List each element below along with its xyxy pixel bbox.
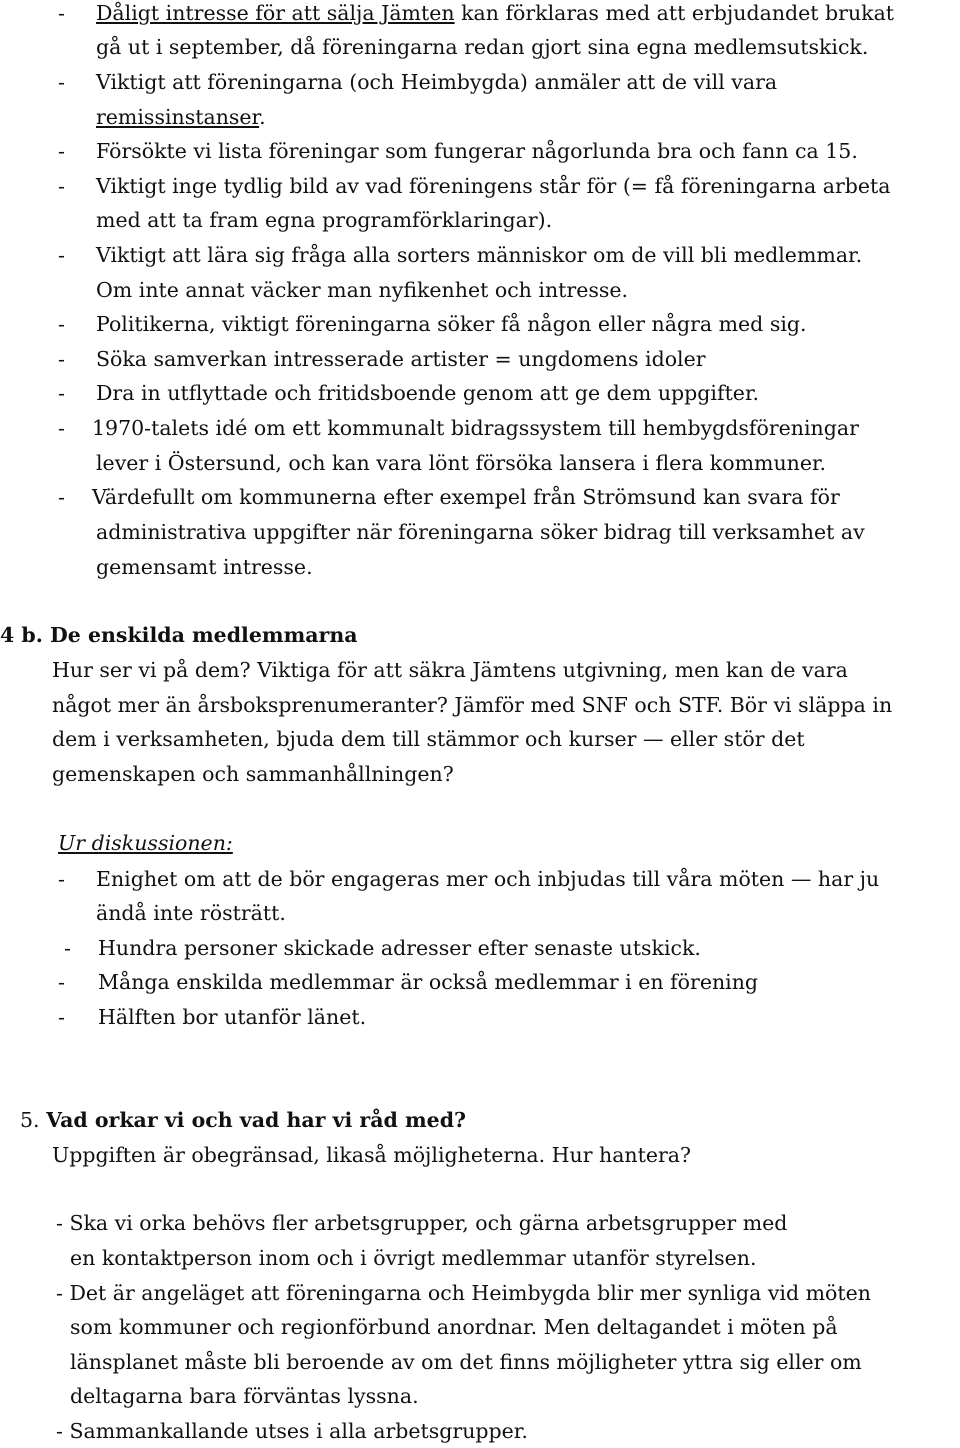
underlined-text: Dåligt intresse för att sälja Jämten [96, 1, 455, 25]
paragraph-line: gemenskapen och sammanhållningen? [52, 762, 454, 786]
discussion-item-2: Hundra personer skickade adresser efter senaste utskick. [98, 936, 701, 960]
bullet-dash: - [58, 243, 65, 267]
section-heading-5 [20, 1103, 466, 1137]
bullet-text: Om inte annat väcker man nyfikenhet och intresse. [96, 278, 629, 302]
task-text: en kontaktperson inom och i övrigt medlemmar utanför styrelsen. [70, 1246, 757, 1270]
bullet-item-1 [96, 0, 894, 30]
punctuation: . [259, 105, 266, 129]
bullet-dash: - [58, 1005, 65, 1029]
bullet-text [96, 100, 266, 134]
task-text: som kommuner och regionförbund anordnar. Men deltagandet i möten på [70, 1315, 838, 1339]
bullet-dash: - [58, 1, 65, 25]
bullet-dash: - [58, 867, 65, 891]
bullet-dash: - [58, 970, 65, 994]
bullet-dash: - [58, 416, 65, 440]
task-text: länsplanet måste bli beroende av om det finns möjligheter yttra sig eller om [70, 1350, 862, 1374]
task-item-1: - Ska vi orka behövs fler arbetsgrupper, och gärna arbetsgrupper med [56, 1211, 788, 1235]
section-intro: Uppgiften är obegränsad, likaså möjligheterna. Hur hantera? [52, 1143, 692, 1167]
bullet-dash: - [64, 936, 71, 960]
bullet-dash: - [58, 139, 65, 163]
bullet-text: administrativa uppgifter när föreningarna söker bidrag till verksamhet av [96, 520, 865, 544]
section-number: 5. [20, 1108, 40, 1132]
discussion-item-3: Många enskilda medlemmar är också medlemmar i en förening [98, 970, 759, 994]
bullet-text: med att ta fram egna programförklaringar). [96, 208, 553, 232]
bullet-dash: - [58, 70, 65, 94]
bullet-item-8: Dra in utflyttade och fritidsboende genom att ge dem uppgifter. [96, 381, 760, 405]
bullet-text: lever i Östersund, och kan vara lönt försöka lansera i flera kommuner. [96, 451, 827, 475]
paragraph-line: dem i verksamheten, bjuda dem till stämmor och kurser — eller stör det [52, 727, 805, 751]
underlined-text: remissinstanser [96, 105, 260, 129]
bullet-text: gemensamt intresse. [96, 555, 313, 579]
bullet-dash: - [58, 347, 65, 371]
paragraph-line: något mer än årsboksprenumeranter? Jämför med SNF och STF. Bör vi släppa in [52, 693, 893, 717]
bullet-item-7: Söka samverkan intresserade artister = ungdomens idoler [96, 347, 706, 371]
discussion-item-1: Enighet om att de bör engageras mer och inbjudas till våra möten — har ju [96, 867, 880, 891]
section-heading-4b: 4 b. De enskilda medlemmarna [0, 623, 358, 647]
task-item-2: - Det är angeläget att föreningarna och Heimbygda blir mer synliga vid möten [56, 1281, 871, 1305]
bullet-text: ändå inte rösträtt. [96, 901, 286, 925]
bullet-dash: - [58, 312, 65, 336]
bullet-item-6: Politikerna, viktigt föreningarna söker få någon eller några med sig. [96, 312, 807, 336]
task-text: deltagarna bara förväntas lyssna. [70, 1384, 419, 1408]
bullet-dash: - [58, 381, 65, 405]
discussion-heading: Ur diskussionen: [58, 831, 233, 855]
bullet-item-3: Försökte vi lista föreningar som fungerar någorlunda bra och fann ca 15. [96, 139, 858, 163]
bullet-item-5: Viktigt att lära sig fråga alla sorters människor om de vill bli medlemmar. [96, 243, 863, 267]
bullet-dash: - [58, 485, 65, 509]
bullet-item-2: Viktigt att föreningarna (och Heimbygda) anmäler att de vill vara [96, 70, 778, 94]
bullet-text: kan förklaras med att erbjudandet brukat [454, 1, 895, 25]
section-title: Vad orkar vi och vad har vi råd med? [46, 1108, 467, 1132]
bullet-item-4: Viktigt inge tydlig bild av vad föreningens står för (= få föreningarna arbeta [96, 174, 891, 198]
bullet-dash: - [58, 174, 65, 198]
paragraph-line: Hur ser vi på dem? Viktiga för att säkra Jämtens utgivning, men kan de vara [52, 658, 848, 682]
bullet-text: gå ut i september, då föreningarna redan gjort sina egna medlemsutskick. [96, 35, 869, 59]
bullet-item-9: 1970-talets idé om ett kommunalt bidragssystem till hembygdsföreningar [92, 416, 859, 440]
bullet-item-10: Värdefullt om kommunerna efter exempel från Strömsund kan svara för [92, 485, 840, 509]
discussion-item-4: Hälften bor utanför länet. [98, 1005, 367, 1029]
task-item-3: - Sammankallande utses i alla arbetsgrupper. [56, 1419, 528, 1443]
